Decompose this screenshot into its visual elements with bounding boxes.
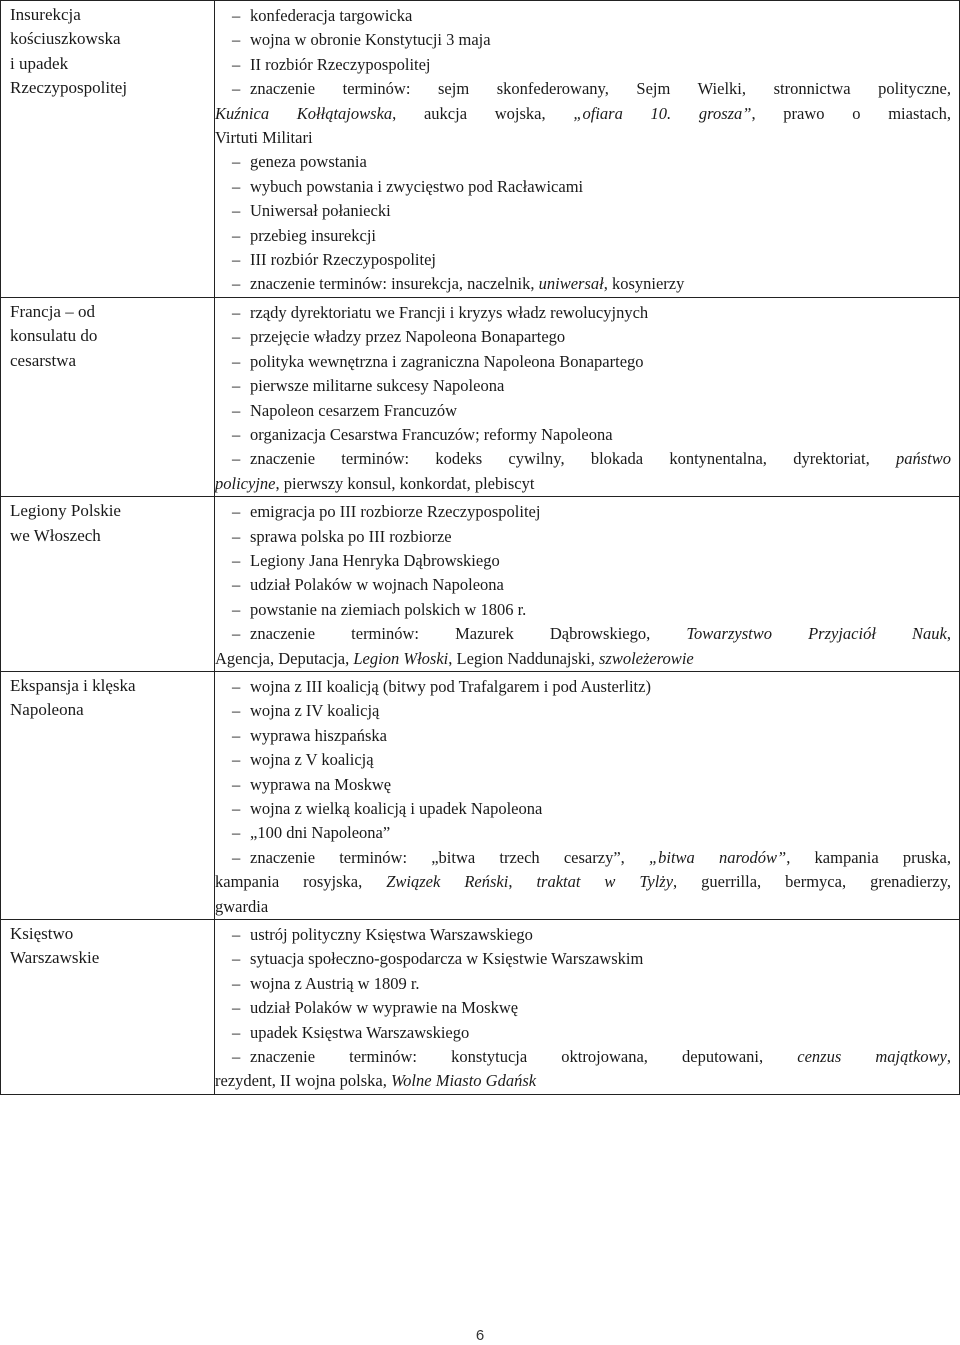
list-item	[215, 150, 951, 174]
section-row	[1, 1, 960, 298]
section-topic	[1, 1, 215, 298]
list-item	[215, 573, 951, 597]
list-item	[215, 622, 951, 646]
list-item-text: „100 dni Napoleona”	[250, 823, 391, 843]
list-item	[215, 28, 951, 52]
italic-term: państwo	[895, 449, 951, 469]
text-run: ,	[508, 872, 537, 892]
list-item	[215, 699, 951, 723]
list-item-text	[232, 77, 951, 101]
list-item-text	[232, 447, 951, 471]
list-item	[215, 972, 951, 996]
list-item-text	[232, 272, 684, 296]
text-run: , Legion Naddunajski,	[448, 648, 599, 668]
list-item	[215, 598, 951, 622]
text-run: znaczenie terminów: sejm skonfederowany, Sejm Wielki, stronnictwa polityczne,	[250, 79, 951, 99]
list-item	[215, 525, 951, 549]
list-item	[215, 1021, 951, 1045]
topic-line: Ekspansja i klęska	[10, 675, 136, 695]
topic-line: Księstwo	[10, 924, 74, 944]
list-item-continuation	[215, 102, 951, 126]
topic-line: we Włoszech	[10, 525, 101, 545]
list-item	[215, 821, 951, 845]
list-item-text	[232, 846, 951, 870]
list-item-text	[215, 647, 694, 671]
list-item	[215, 923, 951, 947]
list-item	[215, 797, 951, 821]
topic-line: i upadek	[10, 53, 69, 73]
list-item-text	[215, 102, 951, 126]
list-item	[215, 947, 951, 971]
list-item-text: przebieg insurekcji	[250, 225, 376, 245]
section-topic	[1, 920, 215, 1095]
text-run: , aukcja wojska,	[392, 103, 574, 123]
section-items	[215, 297, 960, 496]
list-item-text	[215, 895, 268, 919]
list-item	[215, 724, 951, 748]
section-topic	[1, 297, 215, 496]
list-item	[215, 846, 951, 870]
italic-term: „bitwa narodów”	[648, 847, 787, 867]
list-item	[215, 399, 951, 423]
text-run: gwardia	[215, 896, 269, 916]
italic-term: uniwersał	[538, 274, 604, 294]
topic-line: Francja – od	[10, 301, 95, 321]
text-run: kampania rosyjska,	[215, 872, 387, 892]
italic-term: Legion Włoski	[353, 648, 449, 668]
list-item-text: geneza powstania	[250, 152, 367, 172]
list-item	[215, 500, 951, 524]
list-item-text: sprawa polska po III rozbiorze	[250, 526, 452, 546]
list-item	[215, 272, 951, 296]
text-run: znaczenie terminów: konstytucja oktrojowana, deputowani,	[250, 1047, 798, 1067]
list-item-text: upadek Księstwa Warszawskiego	[250, 1022, 470, 1042]
list-item-text: wojna z IV koalicją	[250, 701, 380, 721]
section-items	[215, 920, 960, 1095]
italic-term: Wolne Miasto Gdańsk	[390, 1071, 537, 1091]
section-row	[1, 497, 960, 672]
list-item-text: wojna z V koalicją	[250, 750, 374, 770]
text-run: ,	[946, 624, 951, 644]
text-run: Virtuti Militari	[215, 128, 313, 148]
topic-line: Napoleona	[10, 700, 84, 720]
list-item-text	[232, 1045, 951, 1069]
list-item-text: Uniwersał połaniecki	[250, 201, 391, 221]
list-item	[215, 549, 951, 573]
list-item	[215, 248, 951, 272]
topic-line: Legiony Polskie	[10, 501, 121, 521]
list-item-text: ustrój polityczny Księstwa Warszawskiego	[250, 925, 533, 945]
list-item-text: organizacja Cesarstwa Francuzów; reformy Napoleona	[250, 424, 613, 444]
list-item-text: wybuch powstania i zwycięstwo pod Racławicami	[250, 176, 584, 196]
list-item-text: konfederacja targowicka	[250, 6, 413, 25]
list-item-continuation	[215, 1069, 951, 1093]
list-item	[215, 175, 951, 199]
text-run: ,	[946, 1047, 951, 1067]
topic-line: Rzeczypospolitej	[10, 78, 128, 98]
list-item-text: polityka wewnętrzna i zagraniczna Napoleona Bonapartego	[250, 351, 644, 371]
section-items	[215, 1, 960, 298]
text-run: Agencja, Deputacja,	[215, 648, 354, 668]
list-item	[215, 447, 951, 471]
list-item-text: przejęcie władzy przez Napoleona Bonapartego	[250, 327, 566, 347]
list-item	[215, 301, 951, 325]
text-run: rezydent, II wojna polska,	[215, 1071, 391, 1091]
section-row	[1, 920, 960, 1095]
list-item-text: rządy dyrektoriatu we Francji i kryzys władz rewolucyjnych	[250, 302, 649, 322]
list-item-text: udział Polaków w wyprawie na Moskwę	[250, 998, 519, 1018]
text-run: , kosynierzy	[603, 274, 685, 294]
text-run: znaczenie terminów: kodeks cywilny, blokada kontynentalna, dyrektoriat,	[250, 449, 896, 469]
topic-line: kościuszkowska	[10, 29, 121, 49]
list-item-text: wojna w obronie Konstytucji 3 maja	[250, 30, 491, 50]
topic-line: cesarstwa	[10, 350, 77, 370]
list-item-text	[215, 126, 313, 150]
italic-term: Kuźnica Kołłątajowska	[215, 103, 393, 123]
list-item	[215, 773, 951, 797]
section-row	[1, 671, 960, 919]
text-run: , pierwszy konsul, konkordat, plebiscyt	[275, 473, 535, 493]
section-items	[215, 497, 960, 672]
text-run: znaczenie terminów: „bitwa trzech cesarzy”,	[250, 847, 649, 867]
list-item-text	[215, 870, 951, 894]
list-item	[215, 748, 951, 772]
list-item-text: III rozbiór Rzeczypospolitej	[250, 250, 437, 270]
list-item-continuation	[215, 870, 951, 894]
list-item	[215, 350, 951, 374]
list-item-text	[215, 1069, 536, 1093]
list-item-continuation	[215, 126, 951, 150]
list-item-continuation	[215, 895, 951, 919]
list-item	[215, 996, 951, 1020]
list-item-text: powstanie na ziemiach polskich w 1806 r.	[250, 599, 527, 619]
list-item-text: Legiony Jana Henryka Dąbrowskiego	[250, 550, 500, 570]
italic-term: szwoleżerowie	[599, 648, 694, 668]
section-items	[215, 671, 960, 919]
section-topic	[1, 497, 215, 672]
list-item-text: wojna z wielką koalicją i upadek Napoleona	[250, 799, 543, 818]
list-item	[215, 224, 951, 248]
list-item	[215, 423, 951, 447]
list-item-continuation	[215, 647, 951, 671]
italic-term: Związek Reński	[386, 872, 509, 892]
list-item-text: wyprawa na Moskwę	[250, 774, 392, 794]
list-item-text: wojna z Austrią w 1809 r.	[250, 973, 420, 993]
topic-line: Insurekcja	[10, 5, 81, 24]
italic-term: Towarzystwo Przyjaciół Nauk	[686, 624, 947, 644]
list-item	[215, 53, 951, 77]
list-item	[215, 1045, 951, 1069]
list-item-text	[232, 622, 951, 646]
list-item-text: II rozbiór Rzeczypospolitej	[250, 54, 431, 74]
list-item-text: sytuacja społeczno-gospodarcza w Księstwie Warszawskim	[250, 949, 644, 969]
list-item-text: udział Polaków w wojnach Napoleona	[250, 575, 504, 595]
list-item-text: wojna z III koalicją (bitwy pod Trafalgarem i pod Austerlitz)	[250, 676, 651, 696]
italic-term: cenzus majątkowy	[797, 1047, 947, 1067]
topic-line: konsulatu do	[10, 326, 98, 346]
list-item	[215, 325, 951, 349]
list-item	[215, 199, 951, 223]
list-item	[215, 675, 951, 699]
list-item-text: pierwsze militarne sukcesy Napoleona	[250, 376, 505, 396]
list-item-text: emigracja po III rozbiorze Rzeczypospolitej	[250, 502, 541, 522]
list-item-text	[215, 472, 534, 496]
section-row	[1, 297, 960, 496]
italic-term: „ofiara 10. grosza”	[573, 103, 752, 123]
text-run: , kampania pruska,	[786, 847, 951, 867]
italic-term: traktat w Tylży	[536, 872, 674, 892]
list-item-text: wyprawa hiszpańska	[250, 725, 387, 745]
list-item	[215, 374, 951, 398]
italic-term: policyjne	[215, 473, 276, 493]
list-item-continuation	[215, 472, 951, 496]
topic-line: Warszawskie	[10, 948, 100, 968]
text-run: , prawo o miastach,	[751, 103, 951, 123]
page-number: 6	[475, 1327, 485, 1344]
list-item	[215, 4, 951, 28]
list-item-text: Napoleon cesarzem Francuzów	[250, 400, 458, 420]
list-item	[215, 77, 951, 101]
section-topic	[1, 671, 215, 919]
text-run: znaczenie terminów: insurekcja, naczelnik,	[250, 274, 539, 294]
text-run: , guerrilla, bermyca, grenadierzy,	[673, 872, 951, 892]
text-run: znaczenie terminów: Mazurek Dąbrowskiego,	[250, 624, 687, 644]
